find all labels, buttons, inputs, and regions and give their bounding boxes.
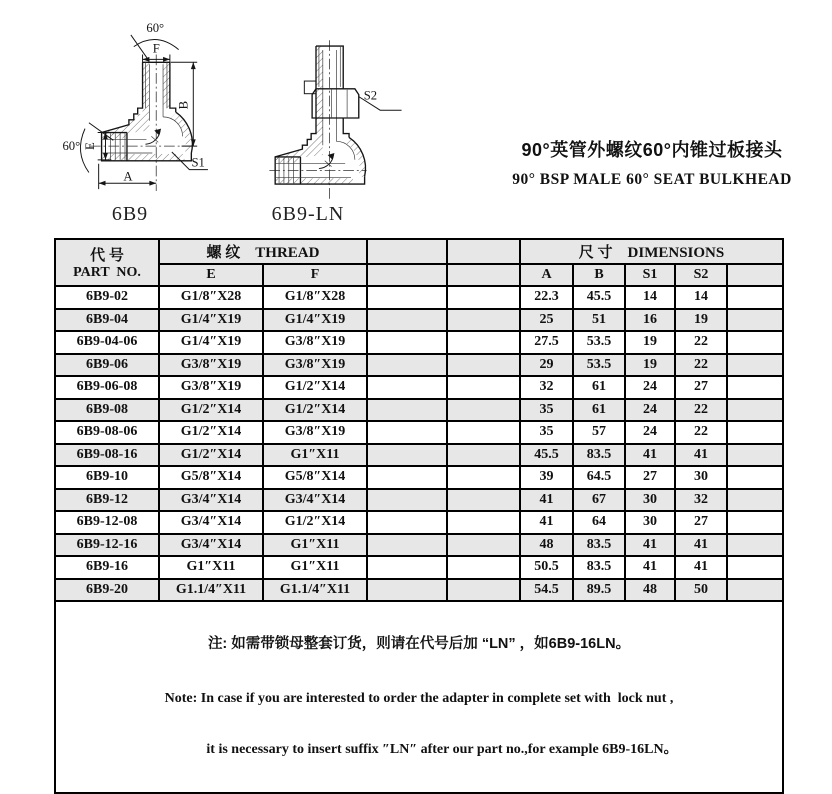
technical-drawing-6b9 [45, 13, 245, 213]
cell-s1: 30 [625, 489, 675, 512]
empty-cell [727, 489, 783, 512]
cell-a: 22.3 [520, 286, 573, 309]
cell-a: 29 [520, 354, 573, 377]
header-dimensions: 尺 寸 DIMENSIONS [520, 239, 783, 264]
cell-a: 32 [520, 376, 573, 399]
cell-a: 27.5 [520, 331, 573, 354]
cell-s2: 14 [675, 286, 727, 309]
table-body [55, 286, 783, 601]
cell-b: 89.5 [573, 579, 625, 602]
cell-e: G3/8″X19 [159, 376, 263, 399]
cell-part: 6B9-12-08 [55, 511, 159, 534]
page-title-chinese: 90°英管外螺纹60°内锥过板接头 [521, 140, 783, 160]
cell-s2: 32 [675, 489, 727, 512]
empty-cell [367, 511, 447, 534]
cell-part: 6B9-08 [55, 399, 159, 422]
cell-f: G3/8″X19 [263, 354, 367, 377]
empty-cell [367, 421, 447, 444]
cell-s2: 50 [675, 579, 727, 602]
cell-e: G1/2″X14 [159, 421, 263, 444]
header-thread: 螺 纹 THREAD [159, 239, 367, 264]
empty-cell [367, 556, 447, 579]
dim-label-f: F [152, 41, 160, 56]
table-row [55, 489, 783, 512]
cell-s1: 30 [625, 511, 675, 534]
empty-cell [447, 286, 520, 309]
empty-cell [447, 511, 520, 534]
empty-cell [447, 331, 520, 354]
cell-f: G3/4″X14 [263, 489, 367, 512]
empty-cell [727, 421, 783, 444]
empty-cell [367, 331, 447, 354]
empty-cell [727, 399, 783, 422]
cell-f: G1/2″X14 [263, 376, 367, 399]
angle-label-top: 60° [146, 21, 165, 36]
table-row [55, 399, 783, 422]
cell-a: 41 [520, 511, 573, 534]
cell-b: 83.5 [573, 444, 625, 467]
cell-s1: 24 [625, 399, 675, 422]
cell-part: 6B9-10 [55, 466, 159, 489]
cell-s2: 22 [675, 331, 727, 354]
empty-cell [447, 534, 520, 557]
cell-s1: 16 [625, 309, 675, 332]
seat-angle-line-top [131, 35, 150, 61]
cell-s2: 27 [675, 511, 727, 534]
cell-s1: 41 [625, 534, 675, 557]
angle-label-left: 60° [62, 139, 81, 154]
cell-e: G1/4″X19 [159, 309, 263, 332]
table-row [55, 534, 783, 557]
cell-s1: 14 [625, 286, 675, 309]
cell-b: 61 [573, 376, 625, 399]
header-col-e: E [159, 264, 263, 286]
cell-s2: 30 [675, 466, 727, 489]
drawing-caption-6b9-ln: 6B9-LN [271, 203, 345, 225]
empty-cell [367, 444, 447, 467]
table-row [55, 331, 783, 354]
header-empty [367, 264, 447, 286]
cell-s1: 19 [625, 354, 675, 377]
cell-f: G5/8″X14 [263, 466, 367, 489]
page-title-english: 90° BSP MALE 60° SEAT BULKHEAD [512, 171, 792, 188]
header-col-s1: S1 [625, 264, 675, 286]
table-header [55, 239, 783, 286]
cell-s1: 24 [625, 421, 675, 444]
table-row [55, 421, 783, 444]
empty-cell [447, 421, 520, 444]
empty-cell [367, 399, 447, 422]
empty-cell [367, 489, 447, 512]
cell-e: G3/4″X14 [159, 511, 263, 534]
header-part-no [55, 239, 159, 286]
cell-s1: 19 [625, 331, 675, 354]
note-english-line1: Note: In case if you are interested to order the adapter in complete set with lock nut , [164, 691, 674, 707]
cell-a: 48 [520, 534, 573, 557]
cell-a: 35 [520, 421, 573, 444]
cell-e: G1″X11 [159, 556, 263, 579]
cell-part: 6B9-20 [55, 579, 159, 602]
header-part-no-en: PART NO. [73, 265, 141, 280]
cell-part: 6B9-06-08 [55, 376, 159, 399]
cell-f: G1″X11 [263, 534, 367, 557]
cell-b: 64 [573, 511, 625, 534]
cell-f: G1″X11 [263, 444, 367, 467]
cell-f: G3/8″X19 [263, 331, 367, 354]
empty-cell [367, 579, 447, 602]
spec-table [54, 238, 784, 794]
cell-b: 51 [573, 309, 625, 332]
header-empty [447, 239, 520, 264]
cell-part: 6B9-16 [55, 556, 159, 579]
header-empty [367, 239, 447, 264]
empty-cell [367, 309, 447, 332]
cell-part: 6B9-06 [55, 354, 159, 377]
title-block [478, 136, 826, 189]
empty-cell [447, 309, 520, 332]
empty-cell [447, 354, 520, 377]
empty-cell [447, 444, 520, 467]
cell-s1: 48 [625, 579, 675, 602]
dim-label-b: B [176, 100, 191, 110]
empty-cell [727, 511, 783, 534]
header-col-a: A [520, 264, 573, 286]
cell-part: 6B9-04-06 [55, 331, 159, 354]
empty-cell [727, 286, 783, 309]
cell-e: G1/2″X14 [159, 444, 263, 467]
cell-a: 45.5 [520, 444, 573, 467]
empty-cell [727, 534, 783, 557]
empty-cell [447, 489, 520, 512]
drawing-caption-6b9: 6B9 [111, 203, 149, 225]
cell-part: 6B9-12 [55, 489, 159, 512]
empty-cell [447, 399, 520, 422]
callout-label-s1: S1 [191, 155, 205, 170]
cell-f: G1/8″X28 [263, 286, 367, 309]
cell-e: G5/8″X14 [159, 466, 263, 489]
cell-b: 67 [573, 489, 625, 512]
cell-s2: 22 [675, 421, 727, 444]
cell-s1: 41 [625, 556, 675, 579]
cell-e: G1.1/4″X11 [159, 579, 263, 602]
empty-cell [727, 466, 783, 489]
table-row [55, 444, 783, 467]
cell-s2: 27 [675, 376, 727, 399]
cell-s2: 41 [675, 556, 727, 579]
cell-e: G1/4″X19 [159, 331, 263, 354]
empty-cell [447, 376, 520, 399]
cell-s1: 24 [625, 376, 675, 399]
table-row [55, 556, 783, 579]
empty-cell [367, 286, 447, 309]
cell-f: G1/2″X14 [263, 511, 367, 534]
cell-b: 57 [573, 421, 625, 444]
cell-a: 54.5 [520, 579, 573, 602]
empty-cell [727, 579, 783, 602]
header-col-f: F [263, 264, 367, 286]
cell-f: G1″X11 [263, 556, 367, 579]
cell-b: 83.5 [573, 534, 625, 557]
dim-label-e: E [82, 142, 97, 151]
empty-cell [367, 354, 447, 377]
header-part-no-zh: 代 号 [90, 248, 124, 264]
empty-cell [367, 376, 447, 399]
cell-a: 41 [520, 489, 573, 512]
cell-e: G1/8″X28 [159, 286, 263, 309]
table-row [55, 354, 783, 377]
cell-b: 83.5 [573, 556, 625, 579]
cell-a: 35 [520, 399, 573, 422]
table-row [55, 376, 783, 399]
empty-cell [727, 376, 783, 399]
note-english-line2: it is necessary to insert suffix ″LN″ after our part no.,for example 6B9-16LN。 [206, 741, 678, 757]
cell-b: 61 [573, 399, 625, 422]
cell-b: 53.5 [573, 331, 625, 354]
cell-a: 25 [520, 309, 573, 332]
cell-part: 6B9-02 [55, 286, 159, 309]
cell-part: 6B9-08-06 [55, 421, 159, 444]
cell-s2: 22 [675, 399, 727, 422]
cell-b: 53.5 [573, 354, 625, 377]
cell-part: 6B9-04 [55, 309, 159, 332]
cell-f: G1/2″X14 [263, 399, 367, 422]
table-row [55, 466, 783, 489]
cell-s1: 27 [625, 466, 675, 489]
empty-cell [727, 354, 783, 377]
empty-cell [447, 579, 520, 602]
cell-a: 50.5 [520, 556, 573, 579]
cell-part: 6B9-08-16 [55, 444, 159, 467]
cell-b: 45.5 [573, 286, 625, 309]
empty-cell [447, 556, 520, 579]
empty-cell [727, 309, 783, 332]
header-empty [447, 264, 520, 286]
empty-cell [447, 466, 520, 489]
cell-s2: 19 [675, 309, 727, 332]
cell-s2: 41 [675, 444, 727, 467]
cell-part: 6B9-12-16 [55, 534, 159, 557]
note-chinese: 注: 如需带锁母整套订货，则请在代号后加 “LN” ，如6B9-16LN。 [207, 636, 631, 652]
table-row [55, 579, 783, 602]
cell-f: G1.1/4″X11 [263, 579, 367, 602]
header-col-s2: S2 [675, 264, 727, 286]
cell-s1: 41 [625, 444, 675, 467]
empty-cell [367, 534, 447, 557]
cell-s2: 41 [675, 534, 727, 557]
header-col-b: B [573, 264, 625, 286]
empty-cell [727, 331, 783, 354]
header-empty [727, 264, 783, 286]
table-row [55, 309, 783, 332]
cell-a: 39 [520, 466, 573, 489]
cell-e: G3/8″X19 [159, 354, 263, 377]
dim-label-a: A [123, 169, 133, 184]
cell-e: G3/4″X14 [159, 489, 263, 512]
callout-label-s2: S2 [363, 88, 378, 103]
empty-cell [367, 466, 447, 489]
cell-s2: 22 [675, 354, 727, 377]
cell-b: 64.5 [573, 466, 625, 489]
table-row [55, 511, 783, 534]
cell-e: G3/4″X14 [159, 534, 263, 557]
cell-f: G1/4″X19 [263, 309, 367, 332]
empty-cell [727, 444, 783, 467]
cell-f: G3/8″X19 [263, 421, 367, 444]
notes-section [55, 601, 783, 793]
cell-e: G1/2″X14 [159, 399, 263, 422]
empty-cell [727, 556, 783, 579]
table-row [55, 286, 783, 309]
